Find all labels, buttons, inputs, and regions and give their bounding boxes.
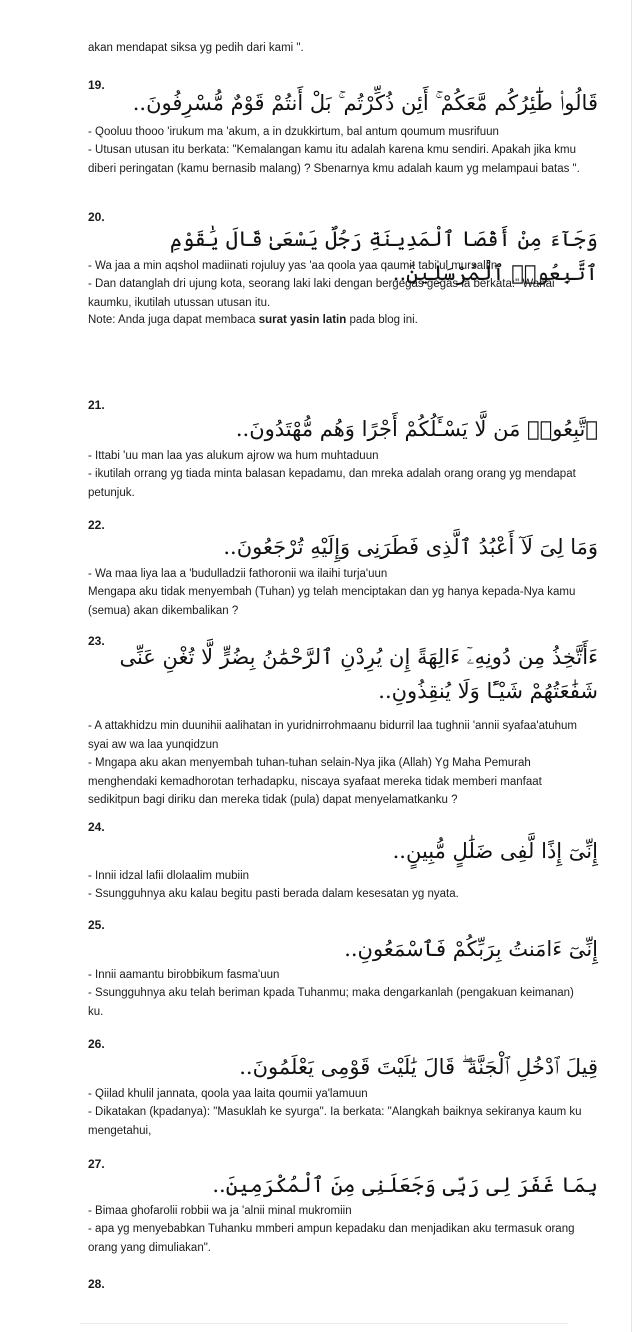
verse-arabic: قِيلَ ٱدْخُلِ ٱلْجَنَّةَ ۖ قَالَ يَٰلَيْتَ قَوْمِى يَعْلَمُونَ.. bbox=[239, 1055, 598, 1079]
verse-number: 25. bbox=[88, 918, 105, 932]
verse-latin: - Qooluu thooo 'irukum ma 'akum, a in dzukkirtum, bal antum qoumum musrifuun bbox=[88, 126, 499, 138]
verse-arabic: ءَأَتَّخِذُ مِن دُونِهِۦٓ ءَالِهَةً إِن يُرِدْنِ ٱلرَّحْمَٰنُ بِضُرٍّ لَّا تُغْنِ عَنِّى شَفَٰعَتُهُمْ شَيْـًٔا وَلَا يُنقِذُونِ.. bbox=[119, 645, 598, 703]
verse-arabic: وَمَا لِىَ لَآ أَعْبُدُ ٱلَّذِى فَطَرَنِى وَإِلَيْهِ تُرْجَعُونَ.. bbox=[223, 535, 598, 559]
verse-arabic: قَالُوا۟ طَٰٓئِرُكُم مَّعَكُمْ ۚ أَئِن ذُكِّرْتُم ۚ بَلْ أَنتُمْ قَوْمٌ مُّسْرِفُونَ.. bbox=[132, 91, 598, 115]
verse-latin: - A attakhidzu min duunihii aalihatan in yuridnirrohmaanu bidurril laa tughnii 'annii syafaa'atuhum syai aw wa laa yunqidzun bbox=[88, 720, 577, 751]
note-line bbox=[88, 311, 588, 330]
note-link-text: surat yasin latin bbox=[258, 314, 347, 326]
verse-latin: - Wa jaa a min aqshol madiinati rojuluy yas 'aa qoola yaa qaumit tabi'ul mursaliin bbox=[88, 260, 498, 272]
verse-number: 27. bbox=[88, 1157, 105, 1171]
verse-translation: - ikutilah orrang yg tiada minta balasan kepadamu, dan mreka adalah orang orang yg mendapat petunjuk. bbox=[88, 468, 576, 499]
verse-translation: - Mngapa aku akan menyembah tuhan-tuhan selain-Nya jika (Allah) Yg Maha Pemurah menghendaki kemadhorotan terhadapku, niscaya syafaat mereka tidak memberi manfaat sedikitpun bagi diriku dan mereka tidak (pula) dapat menyelamatkanku ? bbox=[88, 757, 542, 806]
verse-arabic: إِنِّىٓ ءَامَنتُ بِرَبِّكُمْ فَٱسْمَعُونِ.. bbox=[344, 937, 598, 961]
verse-number: 24. bbox=[88, 820, 105, 834]
verse-arabic: ٱتَّبِعُوا۟ مَن لَّا يَسْـَٔلُكُمْ أَجْرًا وَهُم مُّهْتَدُونَ.. bbox=[235, 417, 598, 441]
verse-number: 23. bbox=[88, 634, 105, 648]
verse-latin: - Qiilad khulil jannata, qoola yaa laita qoumii ya'lamuun bbox=[88, 1088, 368, 1100]
verse-latin: - Ittabi 'uu man laa yas alukum ajrow wa hum muhtaduun bbox=[88, 450, 379, 462]
verse-latin: - Bimaa ghofarolii robbii wa ja 'alnii minal mukromiin bbox=[88, 1205, 352, 1217]
intro-text: akan mendapat siksa yg pedih dari kami ". bbox=[88, 42, 304, 54]
note-suffix: pada blog ini. bbox=[346, 314, 418, 326]
verse-translation: - Ssungguhnya aku telah beriman kpada Tuhanmu; maka dengarkanlah (pengakuan keimanan) ku. bbox=[88, 987, 574, 1018]
verse-number: 20. bbox=[88, 210, 105, 224]
verse-latin: - Innii aamantu birobbikum fasma'uun bbox=[88, 969, 280, 981]
verse-translation: - Dikatakan (kpadanya): "Masuklah ke syurga". Ia berkata: "Alangkah baiknya sekiranya kaum ku mengetahui, bbox=[88, 1106, 582, 1137]
verse-translation: Mengapa aku tidak menyembah (Tuhan) yg telah menciptakan dan yg hanya kepada-Nya kamu (semua) akan dikembalikan ? bbox=[88, 586, 576, 617]
verse-number: 26. bbox=[88, 1037, 105, 1051]
verse-number: 19. bbox=[88, 78, 105, 92]
verse-number: 28. bbox=[88, 1277, 105, 1291]
page-bottom-line bbox=[80, 1323, 568, 1324]
verse-translation: - Utusan utusan itu berkata: "Kemalangan kamu itu adalah karena kmu sendiri. Apakah jika kmu diberi peringatan (kamu bernasib malang) ? Sbenarnya kmu adalah kaum yg melampaui batas ". bbox=[88, 144, 580, 175]
verse-latin: - Wa maa liya laa a 'budulladzii fathoronii wa ilaihi turja'uun bbox=[88, 568, 388, 580]
verse-latin: - Innii idzal lafii dlolaalim mubiin bbox=[88, 870, 250, 882]
verse-translation: - Dan datanglah dri ujung kota, seorang laki laki dengan bergegas gegas ia berkata:" Wahai kaumku, ikutilah utussan utusan itu. bbox=[88, 278, 555, 309]
verse-translation: - Ssungguhnya aku kalau begitu pasti berada dalam kesesatan yg nyata. bbox=[88, 888, 459, 900]
note-prefix: Note: Anda juga dapat membaca bbox=[88, 314, 259, 326]
page-edge-line bbox=[631, 0, 632, 1332]
verse-translation: - apa yg menyebabkan Tuhanku mmberi ampun kepadaku dan menjadikan aku termasuk orang orang yang dimuliakan". bbox=[88, 1223, 575, 1254]
verse-number: 22. bbox=[88, 518, 105, 532]
verse-arabic: بِمَا غَفَرَ لِى رَبِّى وَجَعَلَنِى مِنَ ٱلْمُكْرَمِينَ.. bbox=[212, 1173, 598, 1197]
verse-number: 21. bbox=[88, 398, 105, 412]
verse-arabic: وَجَآءَ مِنْ أَقْصَا ٱلْمَدِينَةِ رَجُلٌ يَسْعَىٰ قَالَ يَٰقَوْمِ ٱتَّبِعُوا۟ ٱلْمُرْسَلِينَ.. bbox=[169, 227, 598, 285]
verse-arabic: إِنِّىٓ إِذًا لَّفِى ضَلَٰلٍ مُّبِينٍ.. bbox=[392, 839, 598, 863]
